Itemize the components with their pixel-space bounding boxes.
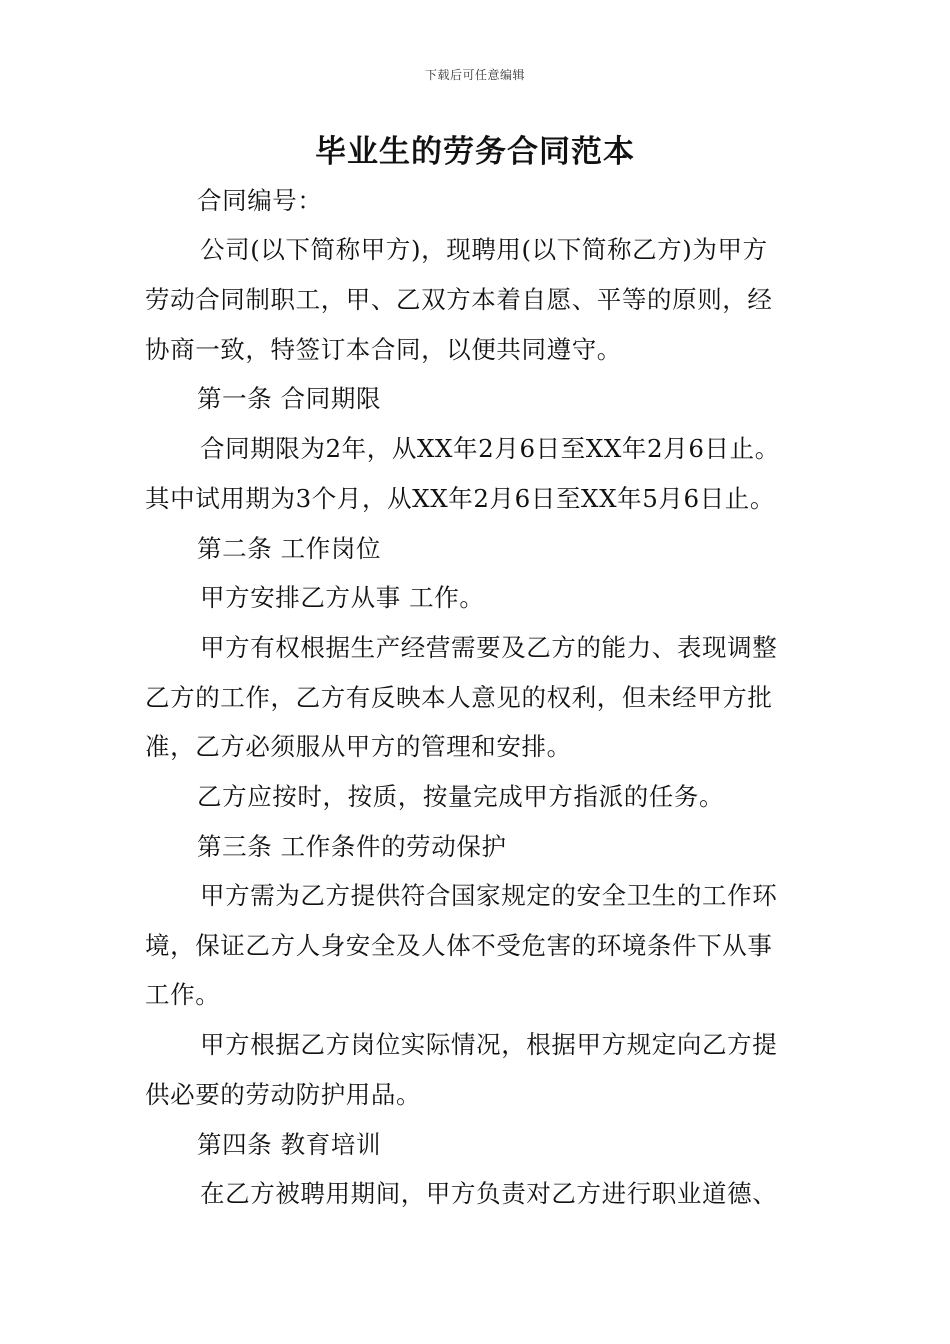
paragraph-line: 协商一致，特签订本合同，以便共同遵守。 xyxy=(145,335,622,364)
contract-number-label: 合同编号： xyxy=(197,186,323,215)
paragraph-line: 合同期限为2年，从XX年2月6日至XX年2月6日止。 xyxy=(200,434,780,463)
article-heading-1: 第一条 合同期限 xyxy=(197,384,382,413)
paragraph-line: 工作。 xyxy=(145,980,221,1009)
paragraph-line: 甲方需为乙方提供符合国家规定的安全卫生的工作环 xyxy=(200,881,778,910)
paragraph-line: 其中试用期为3个月，从XX年2月6日至XX年5月6日止。 xyxy=(145,484,776,513)
header-note: 下载后可任意编辑 xyxy=(424,68,525,82)
paragraph-line: 乙方的工作，乙方有反映本人意见的权利，但未经甲方批 xyxy=(145,683,773,712)
article-heading-4: 第四条 教育培训 xyxy=(197,1130,382,1159)
paragraph-line: 甲方有权根据生产经营需要及乙方的能力、表现调整 xyxy=(200,633,778,662)
article-heading-2: 第二条 工作岗位 xyxy=(197,534,382,563)
paragraph-line: 准，乙方必须服从甲方的管理和安排。 xyxy=(145,732,572,761)
paragraph-line: 甲方安排乙方从事 工作。 xyxy=(200,583,485,612)
paragraph-line: 乙方应按时，按质，按量完成甲方指派的任务。 xyxy=(197,782,725,811)
paragraph-line: 供必要的劳动防护用品。 xyxy=(145,1080,422,1109)
paragraph-line: 在乙方被聘用期间，甲方负责对乙方进行职业道德、 xyxy=(200,1179,778,1208)
document-title: 毕业生的劳务合同范本 xyxy=(315,134,635,170)
paragraph-line: 劳动合同制职工，甲、乙双方本着自愿、平等的原则，经 xyxy=(145,285,773,314)
paragraph-line: 境，保证乙方人身安全及人体不受危害的环境条件下从事 xyxy=(145,931,773,960)
paragraph-line: 公司(以下简称甲方)，现聘用(以下简称乙方)为甲方 xyxy=(200,235,768,264)
paragraph-line: 甲方根据乙方岗位实际情况，根据甲方规定向乙方提 xyxy=(200,1030,778,1059)
article-heading-3: 第三条 工作条件的劳动保护 xyxy=(197,832,507,861)
